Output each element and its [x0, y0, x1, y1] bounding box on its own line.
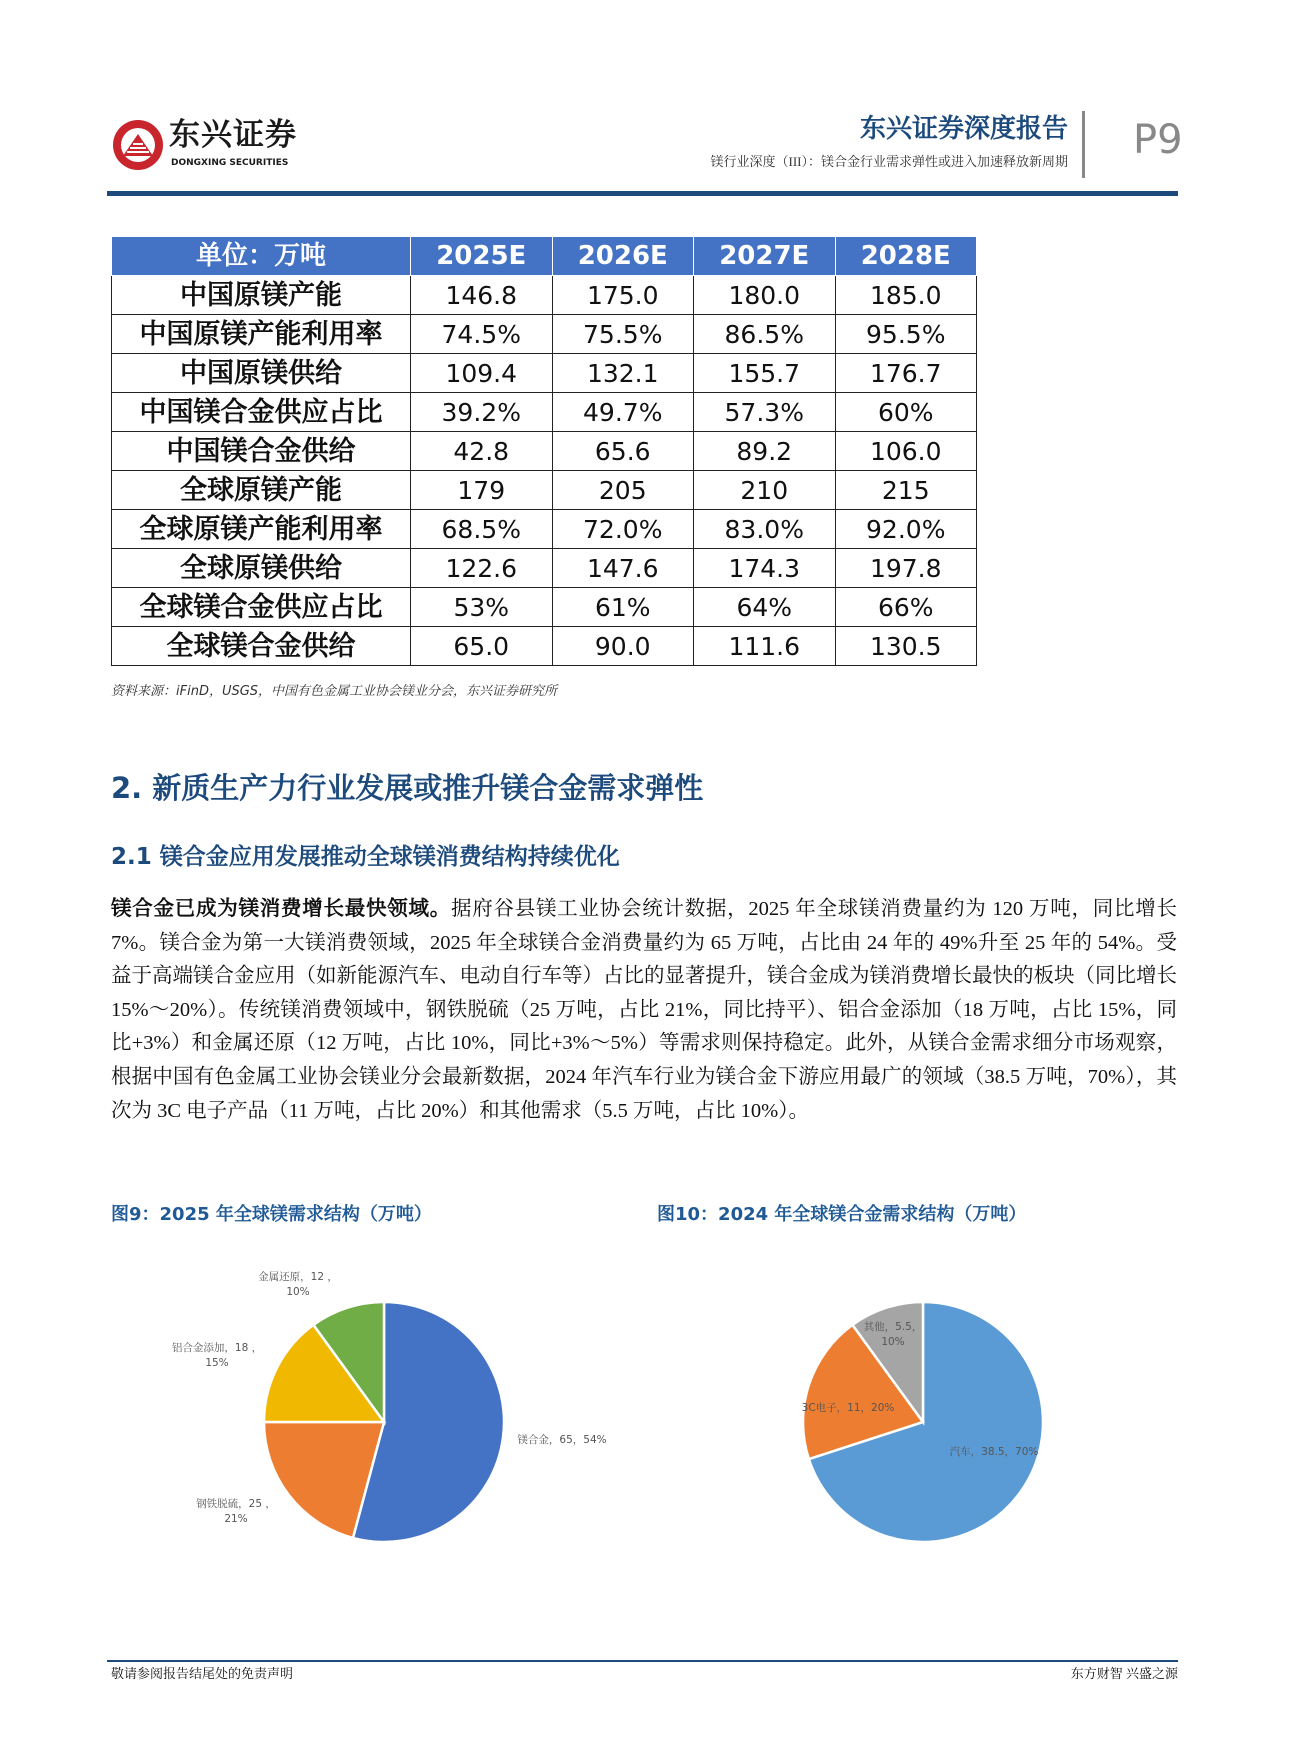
pie-data-label [172, 1341, 262, 1371]
report-subtitle: 镁行业深度（III）：镁合金行业需求弹性或进入加速释放新周期 [710, 154, 1068, 169]
cell-value: 146.8 [411, 276, 553, 315]
footer-slogan: 东方财智 兴盛之源 [1070, 1666, 1178, 1681]
column-header: 2027E [694, 237, 836, 276]
cell-value: 155.7 [694, 354, 836, 393]
report-title: 东兴证券深度报告 [859, 114, 1068, 144]
footer-rule [107, 1660, 1178, 1662]
pie-data-label [950, 1445, 1039, 1460]
cell-value: 90.0 [552, 627, 694, 666]
cell-value: 130.5 [835, 627, 977, 666]
pie-data-label [196, 1497, 276, 1527]
cell-value: 74.5% [411, 315, 553, 354]
cell-value: 68.5% [411, 510, 553, 549]
data-label-line: 其他，5.5， [863, 1321, 923, 1333]
data-label-line: 10% [286, 1286, 310, 1298]
cell-value: 57.3% [694, 393, 836, 432]
row-label: 中国镁合金供给 [112, 432, 411, 471]
row-label: 全球原镁供给 [112, 549, 411, 588]
cell-value: 64% [694, 588, 836, 627]
column-header: 单位：万吨 [112, 237, 411, 276]
column-header: 2025E [411, 237, 553, 276]
row-label: 中国原镁供给 [112, 354, 411, 393]
logo-text-en: DONGXING SECURITIES [171, 158, 289, 168]
cell-value: 176.7 [835, 354, 977, 393]
data-label-line: 镁合金，65，54% [517, 1434, 607, 1446]
row-label: 中国原镁产能 [112, 276, 411, 315]
data-label-line: 10% [881, 1336, 905, 1348]
row-label: 中国原镁产能利用率 [112, 315, 411, 354]
subsection-heading: 2.1 镁合金应用发展推动全球镁消费结构持续优化 [111, 844, 620, 870]
data-label-line: 汽车，38.5，70% [949, 1446, 1039, 1458]
cell-value: 89.2 [694, 432, 836, 471]
row-label: 全球镁合金供应占比 [112, 588, 411, 627]
page-number: P9 [1133, 117, 1183, 163]
cell-value: 53% [411, 588, 553, 627]
cell-value: 60% [835, 393, 977, 432]
table-source: 资料来源：iFinD，USGS，中国有色金属工业协会镁业分会，东兴证券研究所 [111, 684, 558, 699]
cell-value: 174.3 [694, 549, 836, 588]
row-label: 全球原镁产能 [112, 471, 411, 510]
cell-value: 122.6 [411, 549, 553, 588]
cell-value: 210 [694, 471, 836, 510]
footer-disclaimer: 敬请参阅报告结尾处的免责声明 [111, 1666, 294, 1681]
data-label-line: 21% [224, 1513, 248, 1525]
cell-value: 109.4 [411, 354, 553, 393]
cell-value: 180.0 [694, 276, 836, 315]
figure-9-title: 图9：2025 年全球镁需求结构（万吨） [111, 1204, 432, 1225]
column-header: 2028E [835, 237, 977, 276]
cell-value: 175.0 [552, 276, 694, 315]
logo-text-cn: 东兴证券 [169, 117, 297, 153]
cell-value: 61% [552, 588, 694, 627]
row-label: 全球原镁产能利用率 [112, 510, 411, 549]
cell-value: 185.0 [835, 276, 977, 315]
row-label: 全球镁合金供给 [112, 627, 411, 666]
cell-value: 83.0% [694, 510, 836, 549]
cell-value: 197.8 [835, 549, 977, 588]
cell-value: 66% [835, 588, 977, 627]
pie-data-label [258, 1270, 338, 1300]
cell-value: 49.7% [552, 393, 694, 432]
cell-value: 39.2% [411, 393, 553, 432]
row-label: 中国镁合金供应占比 [112, 393, 411, 432]
data-label-line: 3C电子，11，20% [801, 1402, 895, 1414]
body-text: 据府谷县镁工业协会统计数据，2025 年全球镁消费量约为 120 万吨，同比增长 7%。镁合金为第一大镁消费领域，2025 年全球镁合金消费量约为 65 万吨，占比由 24 年的 49%升至 25 年的 54%。受益于高端镁合金应用（如新能源汽车、电动自行车等）占比的显著提升，镁合金成为镁消费增长最快的板块（同比增长 15%～20%）。传统镁消费领域中，钢铁脱硫（25 万吨，占比 21%，同比持平）、铝合金添加（18 万吨，占比 15%，同比+3%）和金属还原（12 万吨，占比 10%，同比+3%～5%）等需求则保持稳定。此外，从镁合金需求细分市场观察，根据中国有色金属工业协会镁业分会最新数据，2024 年汽车行业为镁合金下游应用最广的领域（38.5 万吨，70%），其次为 3C 电子产品（11 万吨，占比 20%）和其他需求（5.5 万吨，占比 10%）。 [111, 898, 1178, 1122]
cell-value: 111.6 [694, 627, 836, 666]
cell-value: 95.5% [835, 315, 977, 354]
cell-value: 132.1 [552, 354, 694, 393]
cell-value: 72.0% [552, 510, 694, 549]
cell-value: 65.0 [411, 627, 553, 666]
pie-data-label [864, 1320, 923, 1350]
cell-value: 179 [411, 471, 553, 510]
cell-value: 106.0 [835, 432, 977, 471]
data-label-line: 金属还原，12 ， [258, 1271, 338, 1283]
cell-value: 92.0% [835, 510, 977, 549]
cell-value: 86.5% [694, 315, 836, 354]
pie-data-label [802, 1401, 895, 1416]
pie-data-label [517, 1433, 606, 1448]
cell-value: 205 [552, 471, 694, 510]
cell-value: 215 [835, 471, 977, 510]
data-label-line: 15% [205, 1357, 229, 1369]
cell-value: 42.8 [411, 432, 553, 471]
cell-value: 65.6 [552, 432, 694, 471]
lead-sentence: 镁合金已成为镁消费增长最快领域。 [111, 897, 451, 920]
figure-10-title: 图10：2024 年全球镁合金需求结构（万吨） [657, 1204, 1027, 1225]
column-header: 2026E [552, 237, 694, 276]
data-label-line: 铝合金添加，18 ， [171, 1342, 263, 1354]
cell-value: 75.5% [552, 315, 694, 354]
data-label-line: 钢铁脱硫，25 ， [196, 1498, 276, 1510]
section-heading: 2. 新质生产力行业发展或推升镁合金需求弹性 [111, 771, 704, 805]
cell-value: 147.6 [552, 549, 694, 588]
